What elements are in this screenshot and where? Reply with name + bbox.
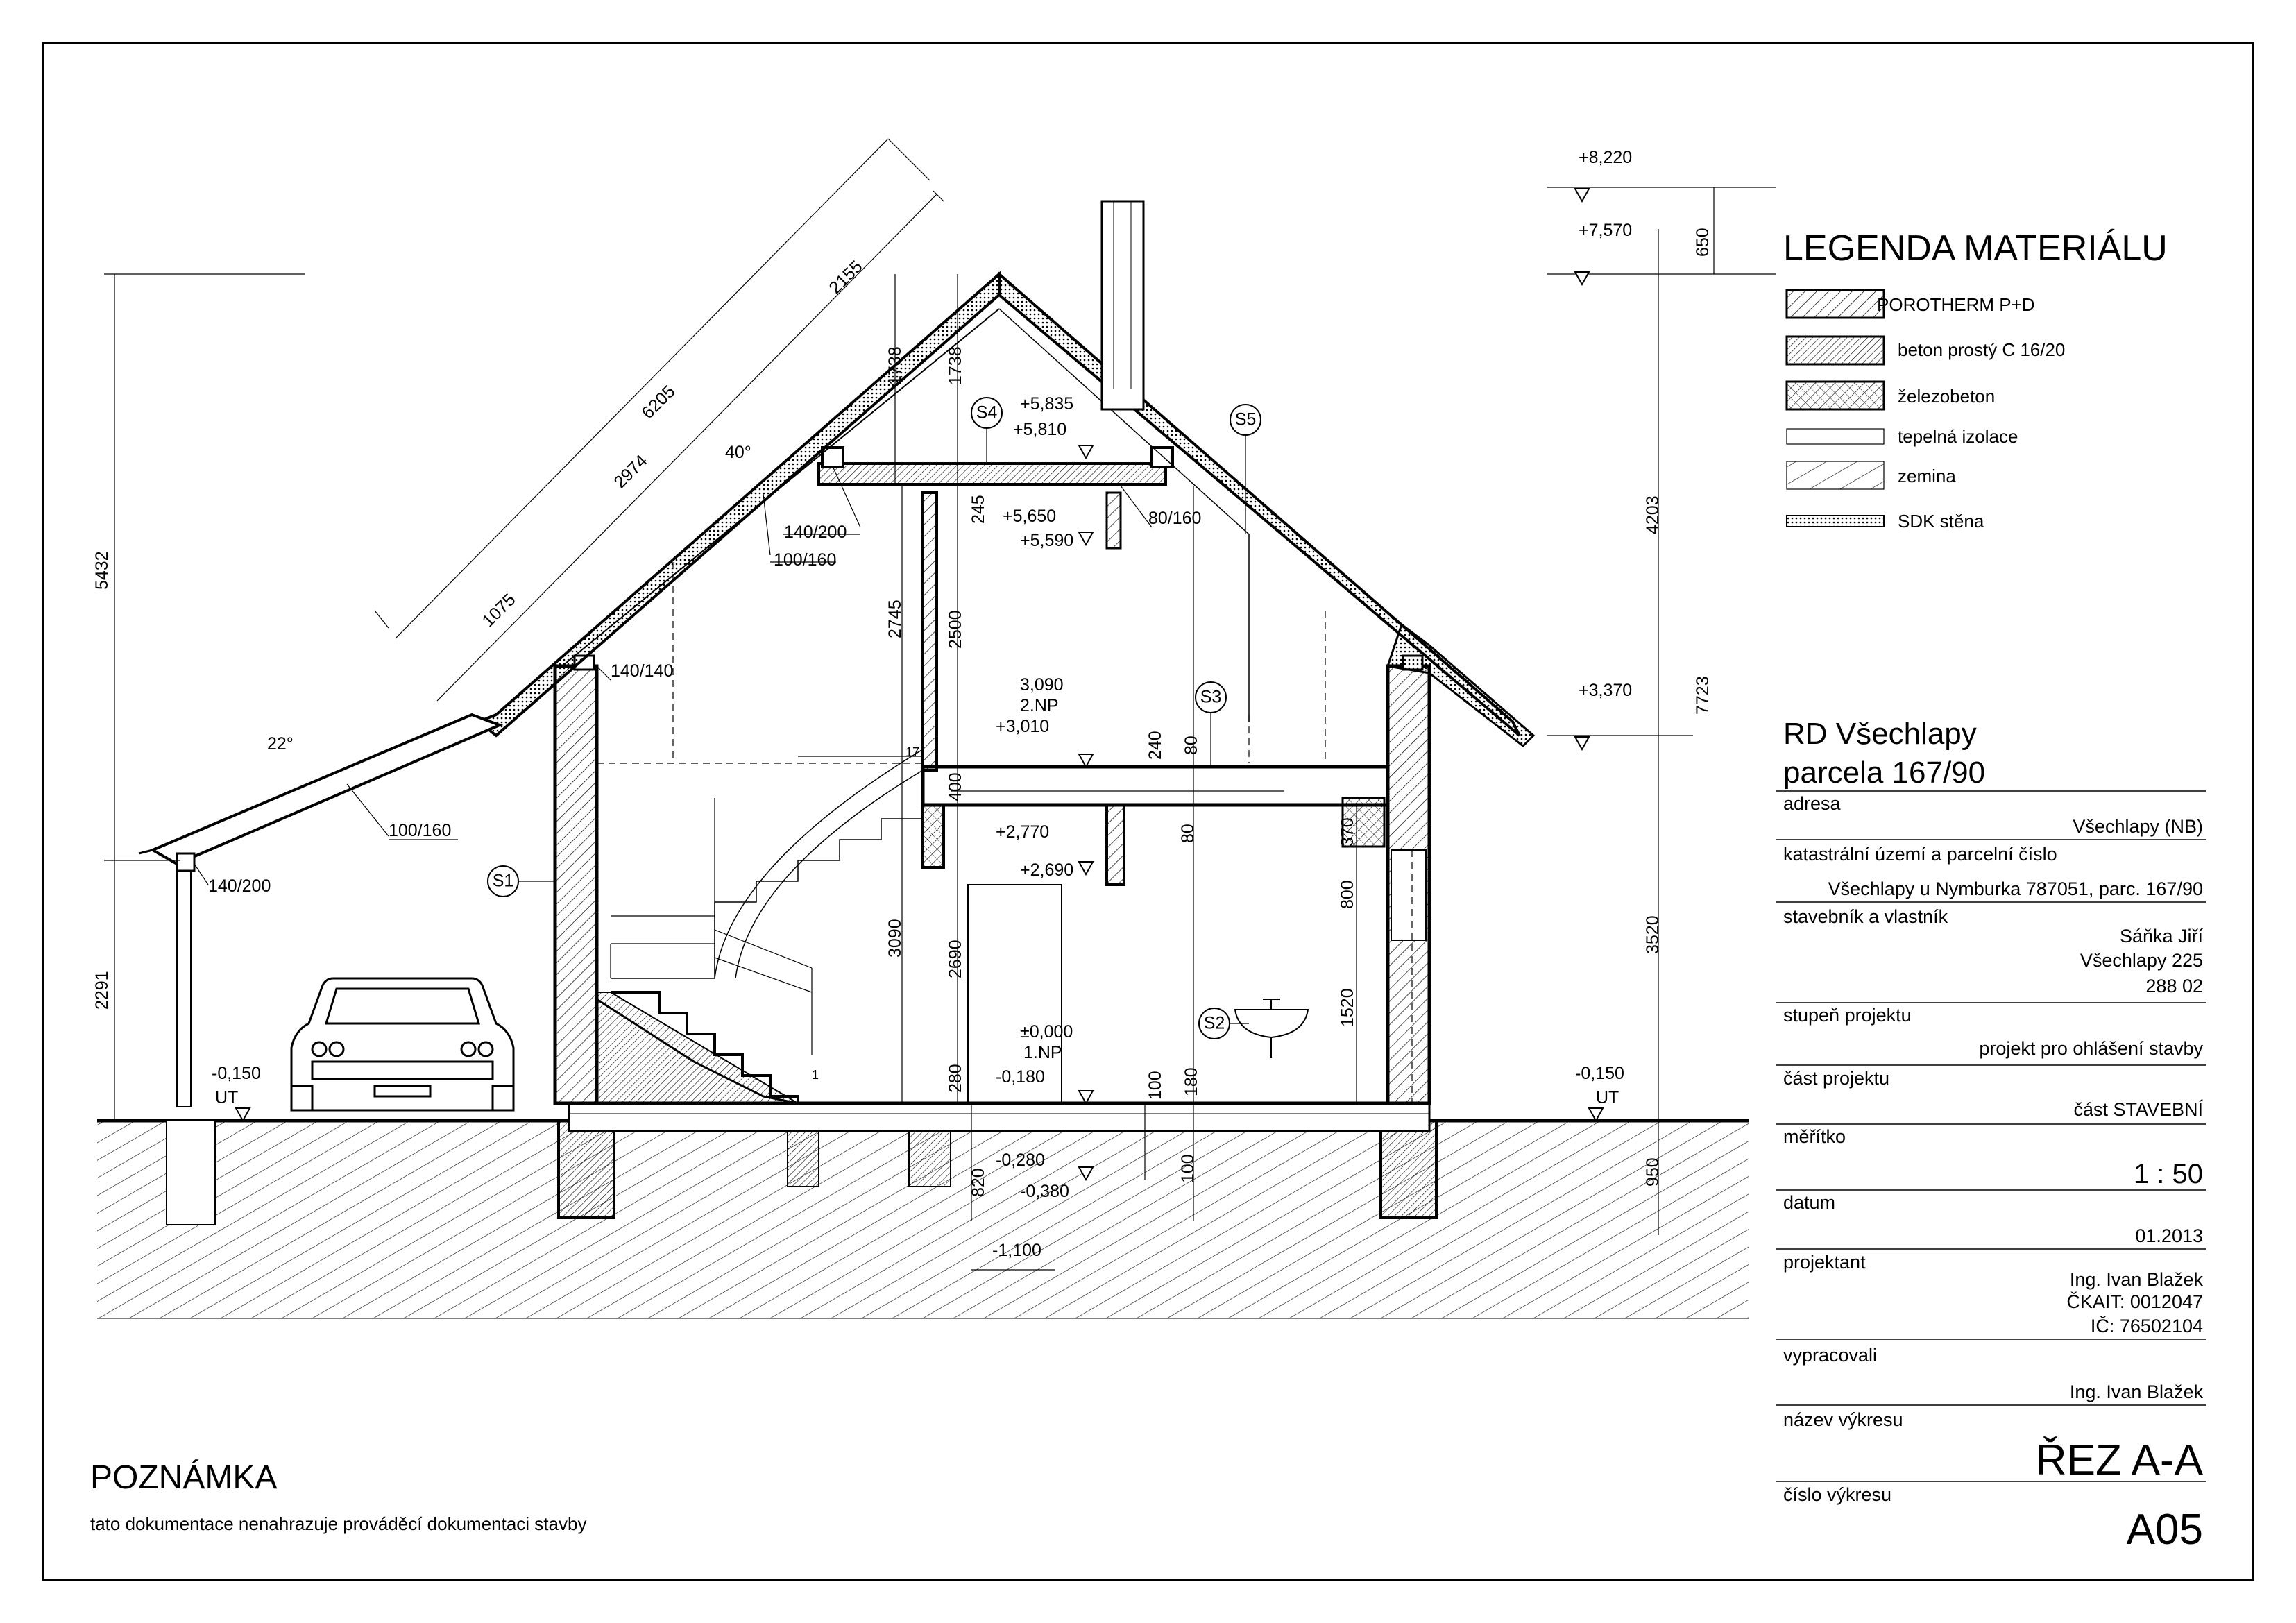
level-5835: +5,835 [1020, 394, 1074, 414]
car-icon [291, 978, 513, 1110]
material-legend [1783, 228, 2168, 532]
field-value-adresa: Všechlapy (NB) [2073, 816, 2203, 837]
level-5650: +5,650 [1003, 507, 1057, 526]
level-3090: 3,090 [1020, 675, 1064, 695]
level-5590: +5,590 [1020, 531, 1074, 550]
dim-1738-a: 1738 [885, 346, 905, 385]
field-key-stupen: stupeň projektu [1783, 1005, 1912, 1026]
level-3370: +3,370 [1579, 681, 1633, 700]
member-label-80-160: 80/160 [1148, 509, 1202, 528]
carport-post [177, 857, 191, 1107]
field-value-meritko: 1 : 50 [2133, 1159, 2203, 1189]
carport-beam [177, 853, 194, 871]
field-key-meritko: měřítko [1783, 1126, 1846, 1147]
dim-240: 240 [1146, 731, 1165, 760]
foundation-right [1381, 1121, 1436, 1218]
dim-370: 370 [1338, 817, 1357, 847]
legend-title: LEGENDA MATERIÁLU [1783, 228, 2168, 269]
legend-label-zelezobeton: železobeton [1898, 386, 1996, 407]
field-key-datum: datum [1783, 1192, 1836, 1213]
field-value-datum: 01.2013 [2135, 1225, 2203, 1246]
level-7570: +7,570 [1579, 221, 1633, 240]
carport-post-footing [167, 1121, 215, 1225]
legend-label-zemina: zemina [1898, 466, 1956, 486]
title-block [1776, 717, 2206, 1554]
chimney [1102, 201, 1143, 409]
dim-800: 800 [1338, 880, 1357, 909]
field-value-cast: část STAVEBNÍ [2073, 1099, 2203, 1120]
level-1100: -1,100 [992, 1241, 1041, 1260]
dim-950: 950 [1643, 1157, 1663, 1187]
angle-22: 22° [267, 734, 294, 754]
legend-label-izolace: tepelná izolace [1898, 426, 2018, 447]
interior-wall-2 [923, 805, 944, 867]
level-0180: -0,180 [996, 1067, 1045, 1087]
roof-left [479, 274, 999, 736]
dim-2974: 2974 [610, 451, 652, 493]
dim-180: 180 [1182, 1067, 1201, 1096]
member-label-140-140: 140/140 [611, 661, 674, 681]
dim-820: 820 [969, 1168, 988, 1197]
dim-2155: 2155 [825, 257, 867, 298]
field-value-projektant-3: IČ: 76502104 [2090, 1316, 2203, 1336]
level-0280: -0,280 [996, 1150, 1045, 1170]
dim-2500: 2500 [946, 610, 965, 649]
field-key-cast: část projektu [1783, 1068, 1890, 1089]
dim-5432: 5432 [92, 551, 112, 590]
section-drawing [92, 139, 1776, 1318]
member-label-140-200-upper: 140/200 [784, 522, 847, 542]
level-2np: 2.NP [1020, 696, 1059, 715]
field-key-projektant: projektant [1783, 1252, 1866, 1273]
attic-slab [819, 464, 1166, 484]
project-name-line2: parcela 167/90 [1783, 756, 1986, 790]
carport-roof [153, 715, 500, 864]
floor-slab [569, 1103, 1429, 1131]
dim-1075: 1075 [478, 590, 520, 631]
legend-swatch-izolace [1787, 429, 1884, 444]
legend-label-sdk: SDK stěna [1898, 511, 1984, 532]
field-value-projektant-2: ČKAIT: 0012047 [2066, 1291, 2203, 1312]
field-key-katastr: katastrální území a parcelní číslo [1783, 844, 2057, 865]
drawing-title: ŘEZ A-A [2035, 1436, 2203, 1484]
field-value-projektant-1: Ing. Ivan Blažek [2069, 1269, 2203, 1290]
level-1np: 1.NP [1023, 1043, 1062, 1062]
dim-4203: 4203 [1643, 495, 1663, 534]
dim-80-b: 80 [1178, 824, 1198, 843]
dim-3520: 3520 [1643, 915, 1663, 954]
ceiling-slab-1np [923, 767, 1388, 805]
member-label-140-200-lower: 140/200 [208, 876, 271, 896]
field-value-vypracovali: Ing. Ivan Blažek [2069, 1382, 2203, 1402]
level-2690: +2,690 [1020, 860, 1074, 880]
dim-245: 245 [969, 495, 988, 524]
dim-2690: 2690 [946, 940, 965, 978]
dim-1: 1 [812, 1068, 819, 1082]
level-ut-right: UT [1596, 1088, 1619, 1107]
field-value-stupen: projekt pro ohlášení stavby [1979, 1038, 2203, 1059]
sheet-frame [43, 43, 2253, 1580]
legend-swatch-zemina [1787, 461, 1884, 489]
dim-100-a: 100 [1146, 1071, 1165, 1100]
wall-left [555, 666, 597, 1103]
dim-1738-b: 1738 [946, 346, 965, 385]
level-3010: +3,010 [996, 717, 1050, 736]
dim-80-a: 80 [1182, 736, 1201, 755]
project-name-line1: RD Všechlapy [1783, 717, 1977, 751]
level-0150-right: -0,150 [1575, 1064, 1624, 1083]
field-key-stavebnik: stavebník a vlastník [1783, 906, 1948, 927]
note-text: tato dokumentace nenahrazuje prováděcí dokumentaci stavby [90, 1513, 587, 1534]
room-tags [488, 398, 1261, 1039]
level-0000: ±0,000 [1020, 1022, 1073, 1042]
dim-6205: 6205 [638, 382, 679, 423]
washbasin-icon [1235, 999, 1308, 1058]
dim-280: 280 [946, 1064, 965, 1093]
level-2770: +2,770 [996, 822, 1050, 842]
room-tag-s5-label: S5 [1234, 409, 1257, 430]
interior-wall-1 [923, 493, 937, 770]
foundation-left [559, 1121, 614, 1218]
field-key-adresa: adresa [1783, 793, 1841, 814]
legend-swatch-zelezobeton [1787, 382, 1884, 409]
level-5810: +5,810 [1013, 420, 1067, 439]
level-8220: +8,220 [1579, 148, 1633, 167]
dim-1520: 1520 [1338, 988, 1357, 1027]
member-label-100-160-lower: 100/160 [389, 821, 452, 840]
room-tag-s3-label: S3 [1200, 687, 1222, 707]
room-tag-s4-label: S4 [976, 402, 998, 423]
note [90, 1459, 586, 1534]
field-key-nazev: název výkresu [1783, 1409, 1903, 1430]
field-value-stavebnik-1: Sáňka Jiří [2119, 926, 2203, 946]
dim-650: 650 [1693, 228, 1712, 257]
dim-2745: 2745 [885, 600, 905, 638]
purlin-right [1152, 448, 1173, 467]
level-0150-left: -0,150 [212, 1064, 261, 1083]
member-label-100-160-upper: 100/160 [774, 550, 837, 570]
field-value-stavebnik-2: Všechlapy 225 [2080, 950, 2203, 971]
room-tag-s2-label: S2 [1203, 1013, 1225, 1033]
dim-100-b: 100 [1178, 1154, 1198, 1183]
level-0380: -0,380 [1020, 1182, 1069, 1201]
dim-2291: 2291 [92, 971, 112, 1010]
legend-swatch-beton [1787, 337, 1884, 364]
legend-label-porotherm: POROTHERM P+D [1877, 294, 2035, 315]
dim-7723: 7723 [1693, 676, 1712, 715]
interior-wall-4 [1107, 493, 1121, 548]
level-ut-left: UT [215, 1088, 239, 1107]
dim-17: 17 [905, 745, 920, 759]
angle-40: 40° [725, 443, 751, 462]
legend-label-beton: beton prostý C 16/20 [1898, 339, 2066, 360]
dim-400: 400 [946, 772, 965, 801]
room-tag-s1-label: S1 [492, 871, 514, 891]
dim-3090: 3090 [885, 919, 905, 958]
drawing-number: A05 [2126, 1506, 2203, 1554]
field-key-vypracovali: vypracovali [1783, 1345, 1878, 1366]
note-title: POZNÁMKA [90, 1459, 278, 1496]
legend-swatch-sdk [1787, 516, 1884, 527]
field-value-katastr: Všechlapy u Nymburka 787051, parc. 167/90 [1828, 878, 2203, 899]
wall-right-window [1391, 850, 1426, 940]
staircase [597, 749, 923, 1103]
field-value-stavebnik-3: 288 02 [2145, 976, 2203, 996]
field-key-cislo: číslo výkresu [1783, 1484, 1892, 1505]
legend-swatch-porotherm [1787, 290, 1884, 318]
interior-wall-3 [1107, 805, 1124, 885]
